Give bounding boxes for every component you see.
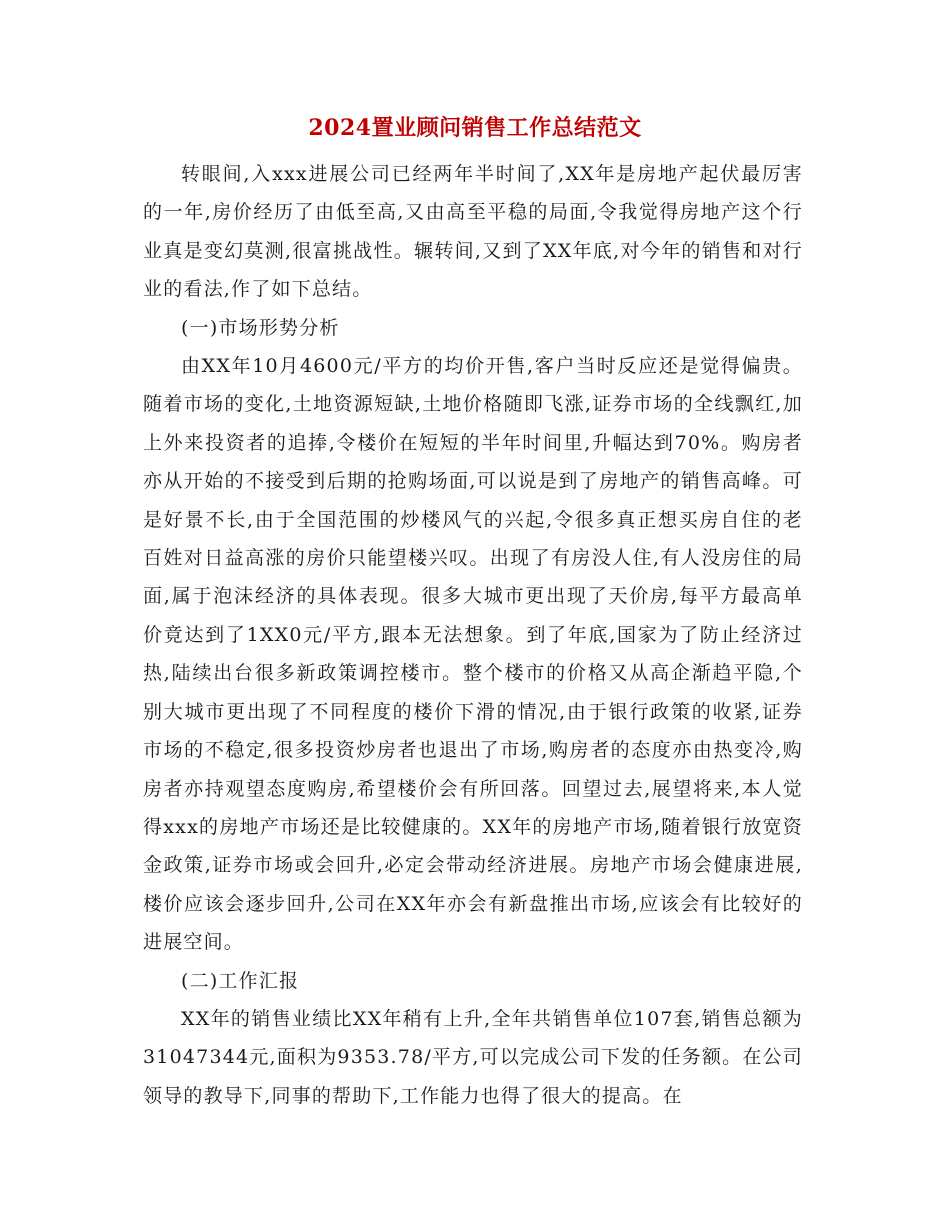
document-title: 2024置业顾问销售工作总结范文: [308, 115, 642, 141]
section-heading-report: (二)工作汇报: [181, 969, 300, 992]
section-heading-market: (一)市场形势分析: [181, 316, 340, 339]
work-report-paragraph: XX年的销售业绩比XX年稍有上升,全年共销售单位107套,销售总额为31047344元,面积为9353.78/平方,可以完成公司下发的任务额。在公司领导的教导下,同事的帮助下,工作能力也得了很大的提高。在: [143, 1007, 803, 1107]
market-analysis-paragraph: 由XX年10月4600元/平方的均价开售,客户当时反应还是觉得偏贵。随着市场的变化,土地资源短缺,土地价格随即飞涨,证券市场的全线飘红,加上外来投资者的追捧,令楼价在短短的半年时间里,升幅达到70%。购房者亦从开始的不接受到后期的抢购场面,可以说是到了房地产的销售高峰。可是好景不长,由于全国范围的炒楼风气的兴起,令很多真正想买房自住的老百姓对日益高涨的房价只能望楼兴叹。出现了有房没人住,有人没房住的局面,属于泡沫经济的具体表现。很多大城市更出现了天价房,每平方最高单价竟达到了1XX0元/平方,跟本无法想象。到了年底,国家为了防止经济过热,陆续出台很多新政策调控楼市。整个楼市的价格又从高企渐趋平隐,个别大城市更出现了不同程度的楼价下滑的情况,由于银行政策的收紧,证券市场的不稳定,很多投资炒房者也退出了市场,购房者的态度亦由热变冷,购房者亦持观望态度购房,希望楼价会有所回落。回望过去,展望将来,本人觉得xxx的房地产市场还是比较健康的。XX年的房地产市场,随着银行放宽资金政策,证券市场或会回升,必定会带动经济进展。房地产市场会健康进展,楼价应该会逐步回升,公司在XX年亦会有新盘推出市场,应该会有比较好的进展空间。: [143, 355, 803, 954]
document-body: [143, 155, 803, 1115]
intro-paragraph: 转眼间,入xxx进展公司已经两年半时间了,XX年是房地产起伏最厉害的一年,房价经历了由低至高,又由高至平稳的局面,令我觉得房地产这个行业真是变幻莫测,很富挑战性。辗转间,又到了XX年底,对今年的销售和对行业的看法,作了如下总结。: [143, 163, 803, 301]
